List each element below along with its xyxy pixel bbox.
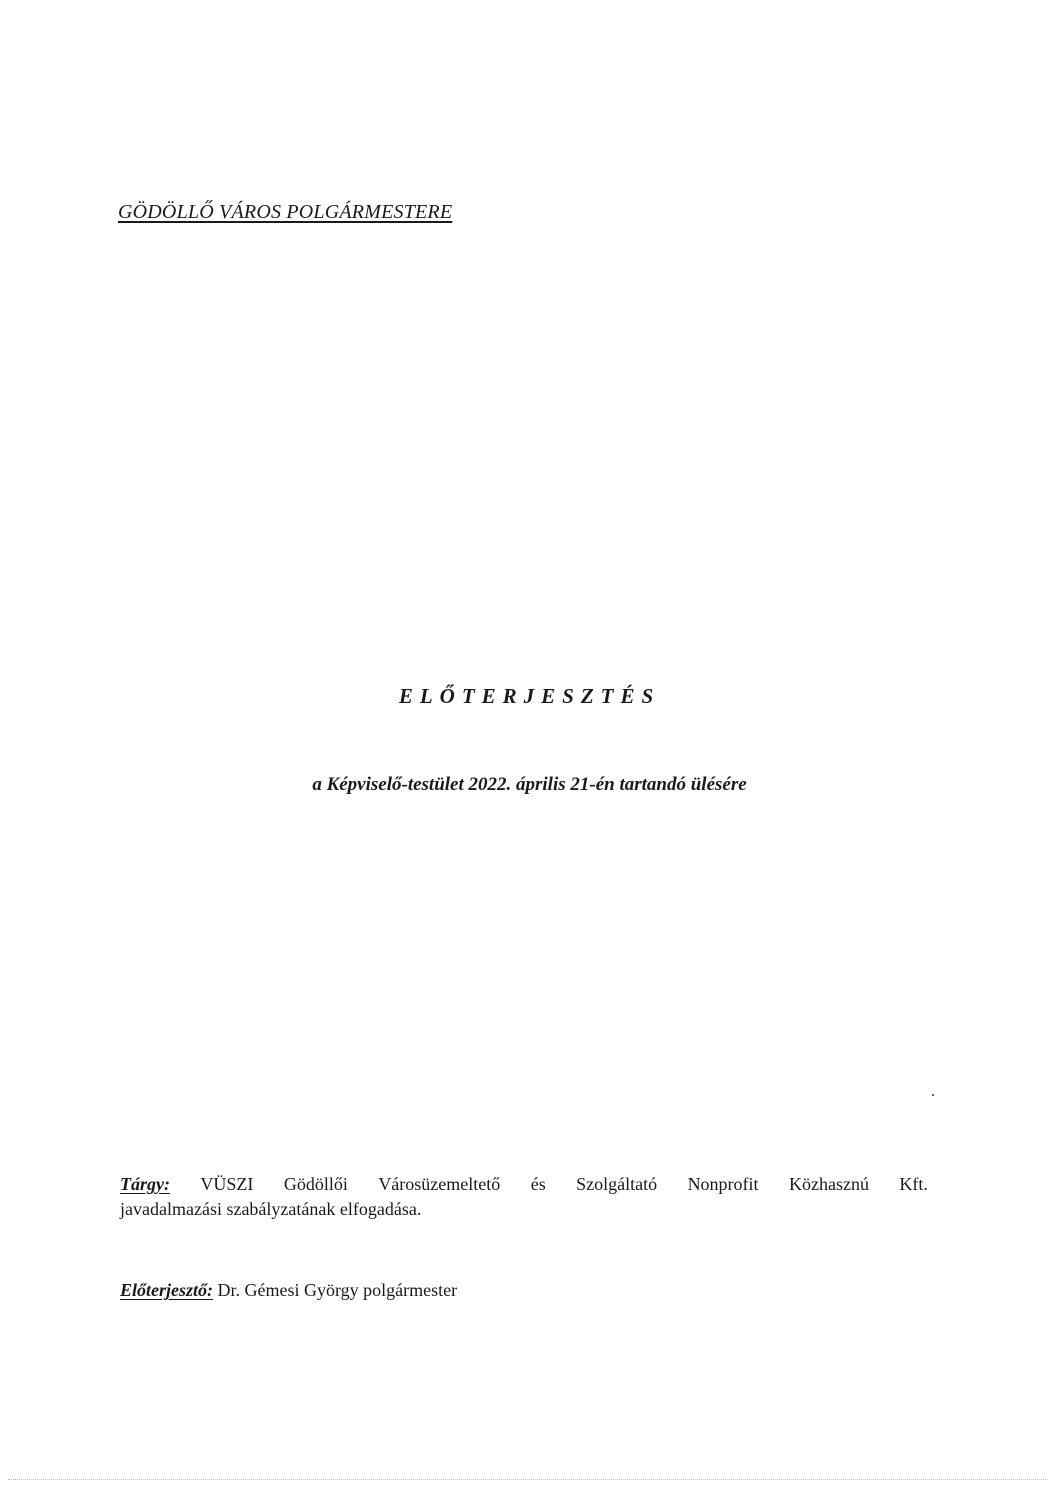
subject-line-2: javadalmazási szabályzatának elfogadása. (120, 1199, 422, 1219)
subject-block (120, 1172, 928, 1222)
scan-speck (932, 1094, 934, 1096)
document-title: ELŐTERJESZTÉS (398, 684, 661, 708)
presenter-line (120, 1280, 457, 1301)
subject-word: Gödöllői (283, 1174, 348, 1194)
subject-word: Közhasznú (789, 1174, 869, 1194)
presenter-label: Előterjesztő: (120, 1280, 213, 1300)
subject-word: Kft. (899, 1174, 928, 1194)
subject-label: Tárgy: (120, 1174, 170, 1194)
presenter-name: Dr. Gémesi György polgármester (217, 1280, 458, 1300)
subject-line-1 (120, 1172, 928, 1197)
subject-word: Nonprofit (687, 1174, 759, 1194)
document-subtitle: a Képviselő-testület 2022. április 21-én tartandó ülésére (312, 774, 747, 795)
scan-edge-artifact (8, 1479, 1048, 1480)
subject-word: Városüzemeltető (378, 1174, 501, 1194)
subject-word: Szolgáltató (576, 1174, 658, 1194)
subject-word: és (530, 1174, 546, 1194)
subject-word: VÜSZI (200, 1174, 254, 1194)
issuer-heading: GÖDÖLLŐ VÁROS POLGÁRMESTERE (118, 201, 453, 223)
